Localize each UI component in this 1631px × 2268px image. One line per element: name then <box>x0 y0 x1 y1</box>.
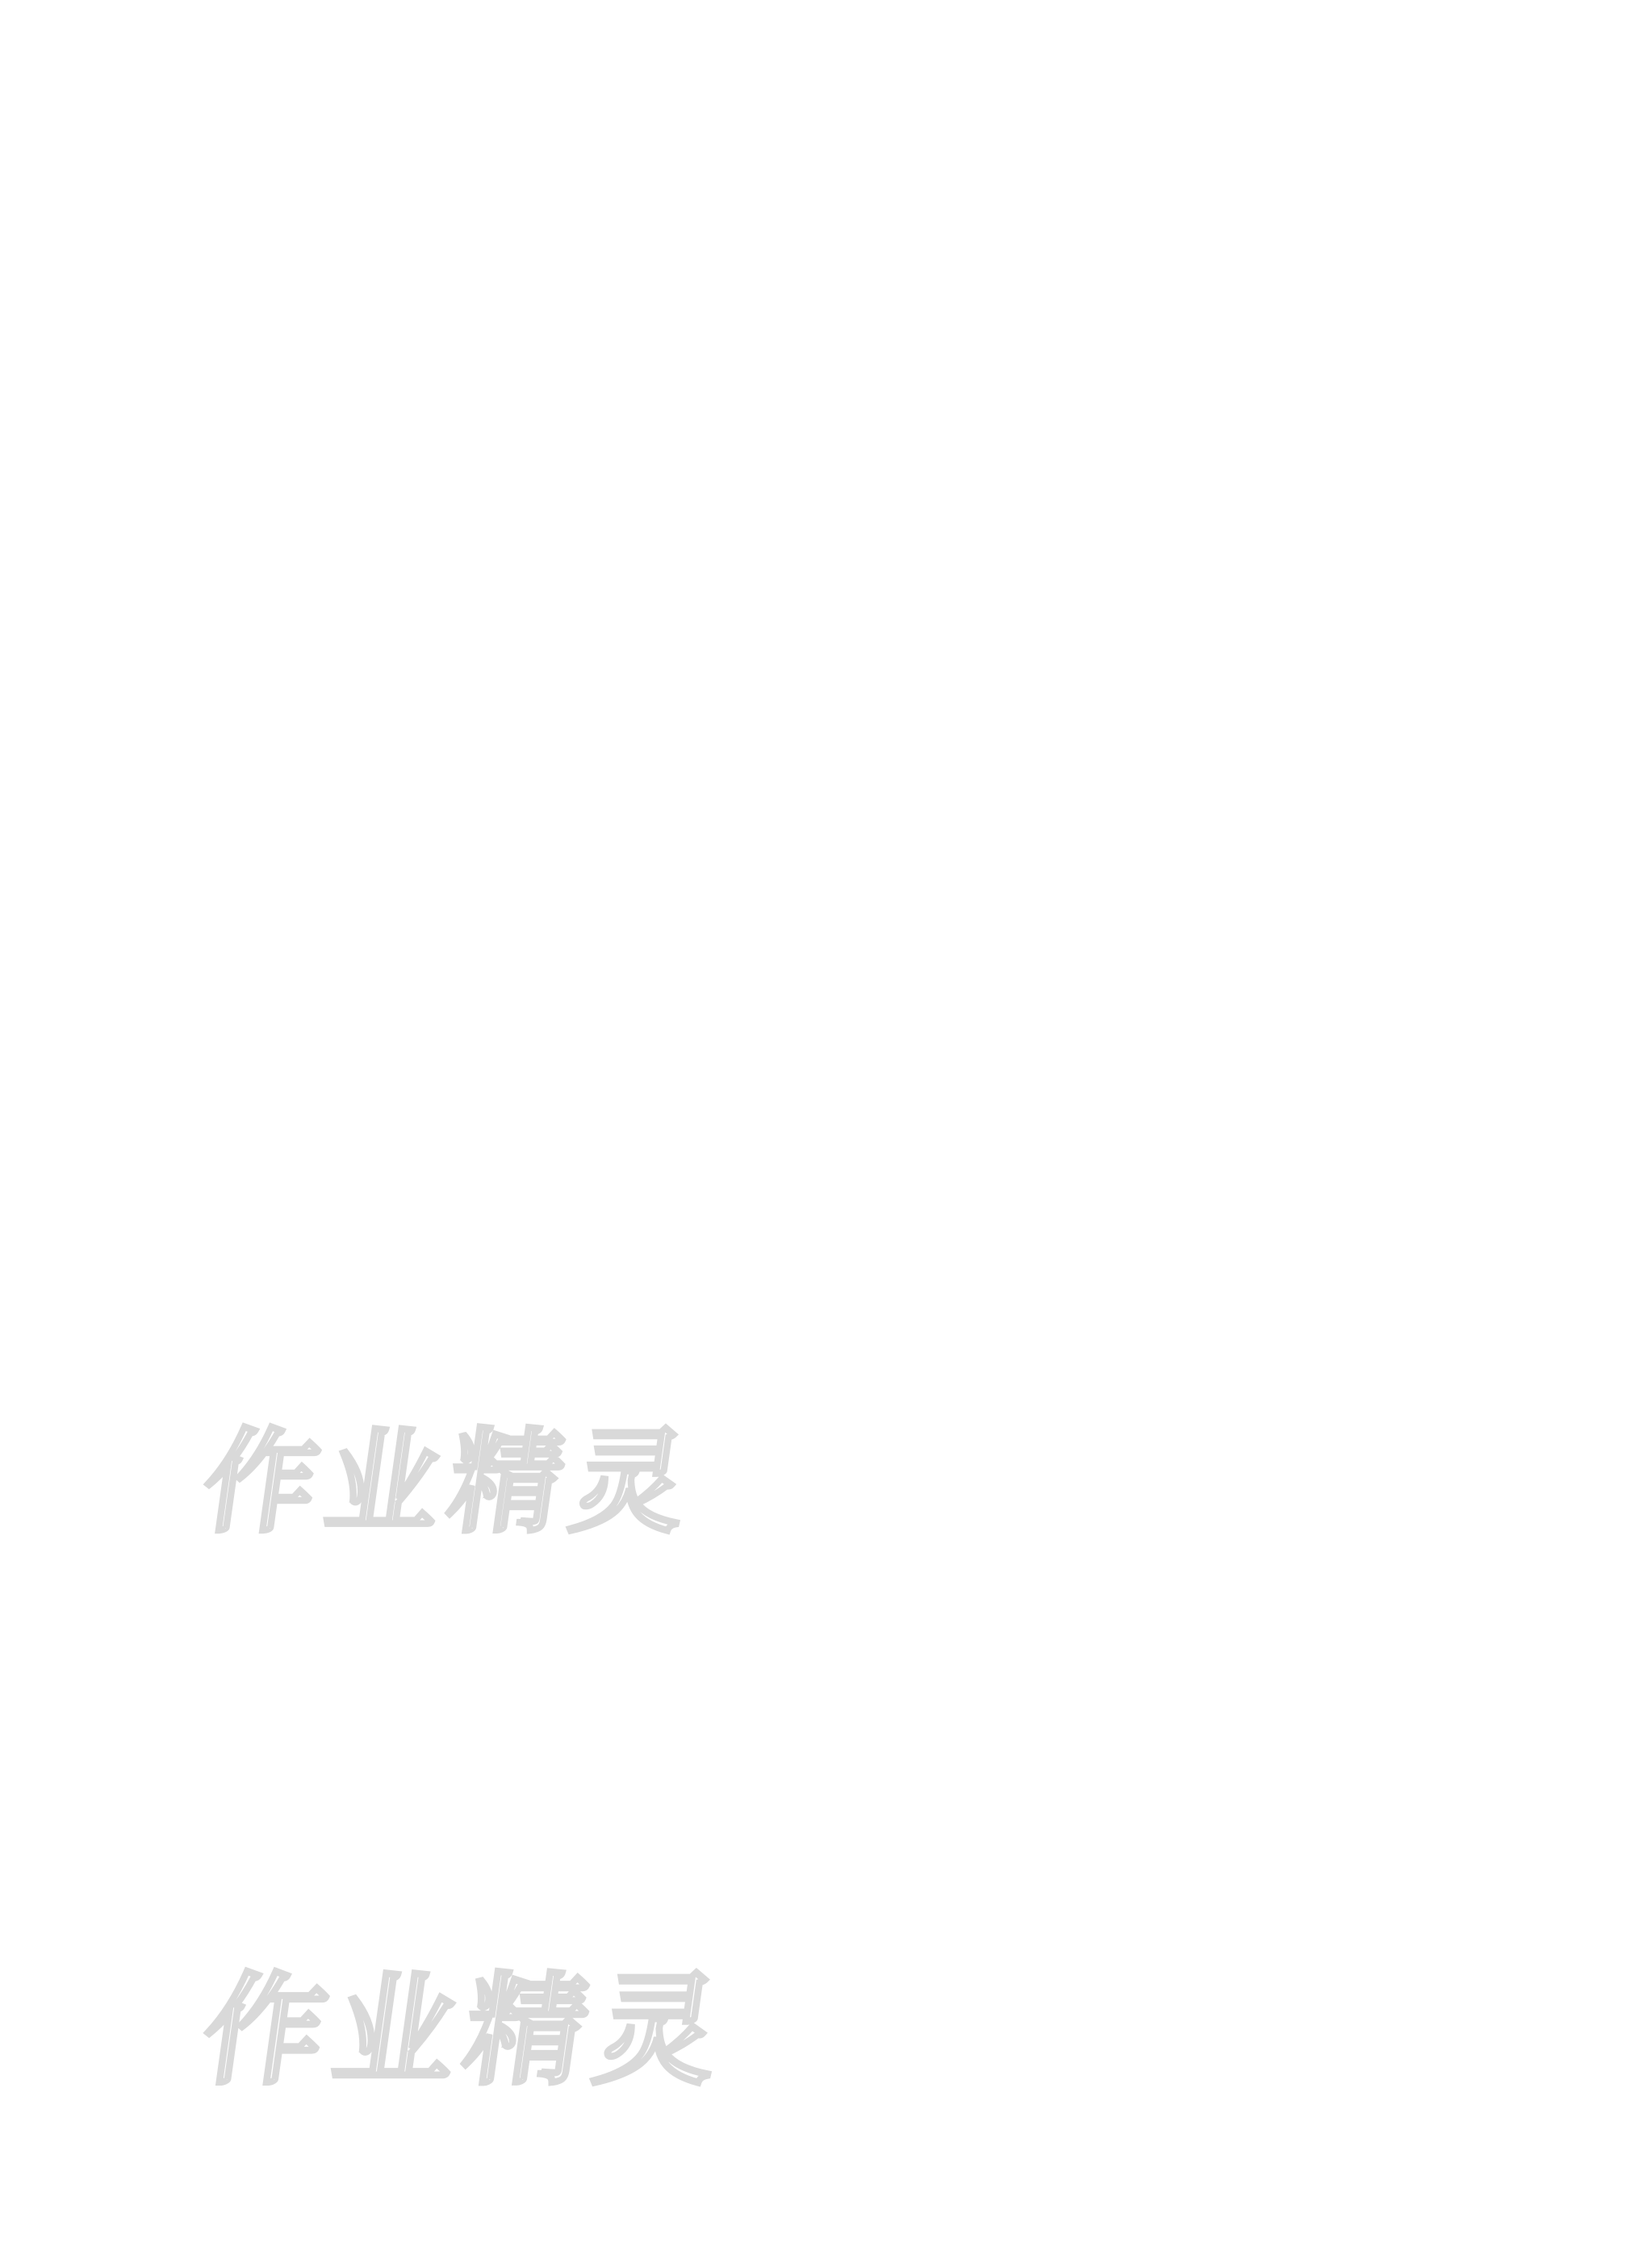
watermark-logo: 作业精灵 <box>194 1417 705 1549</box>
watermark-logo: 作业精灵 <box>194 1961 738 2102</box>
